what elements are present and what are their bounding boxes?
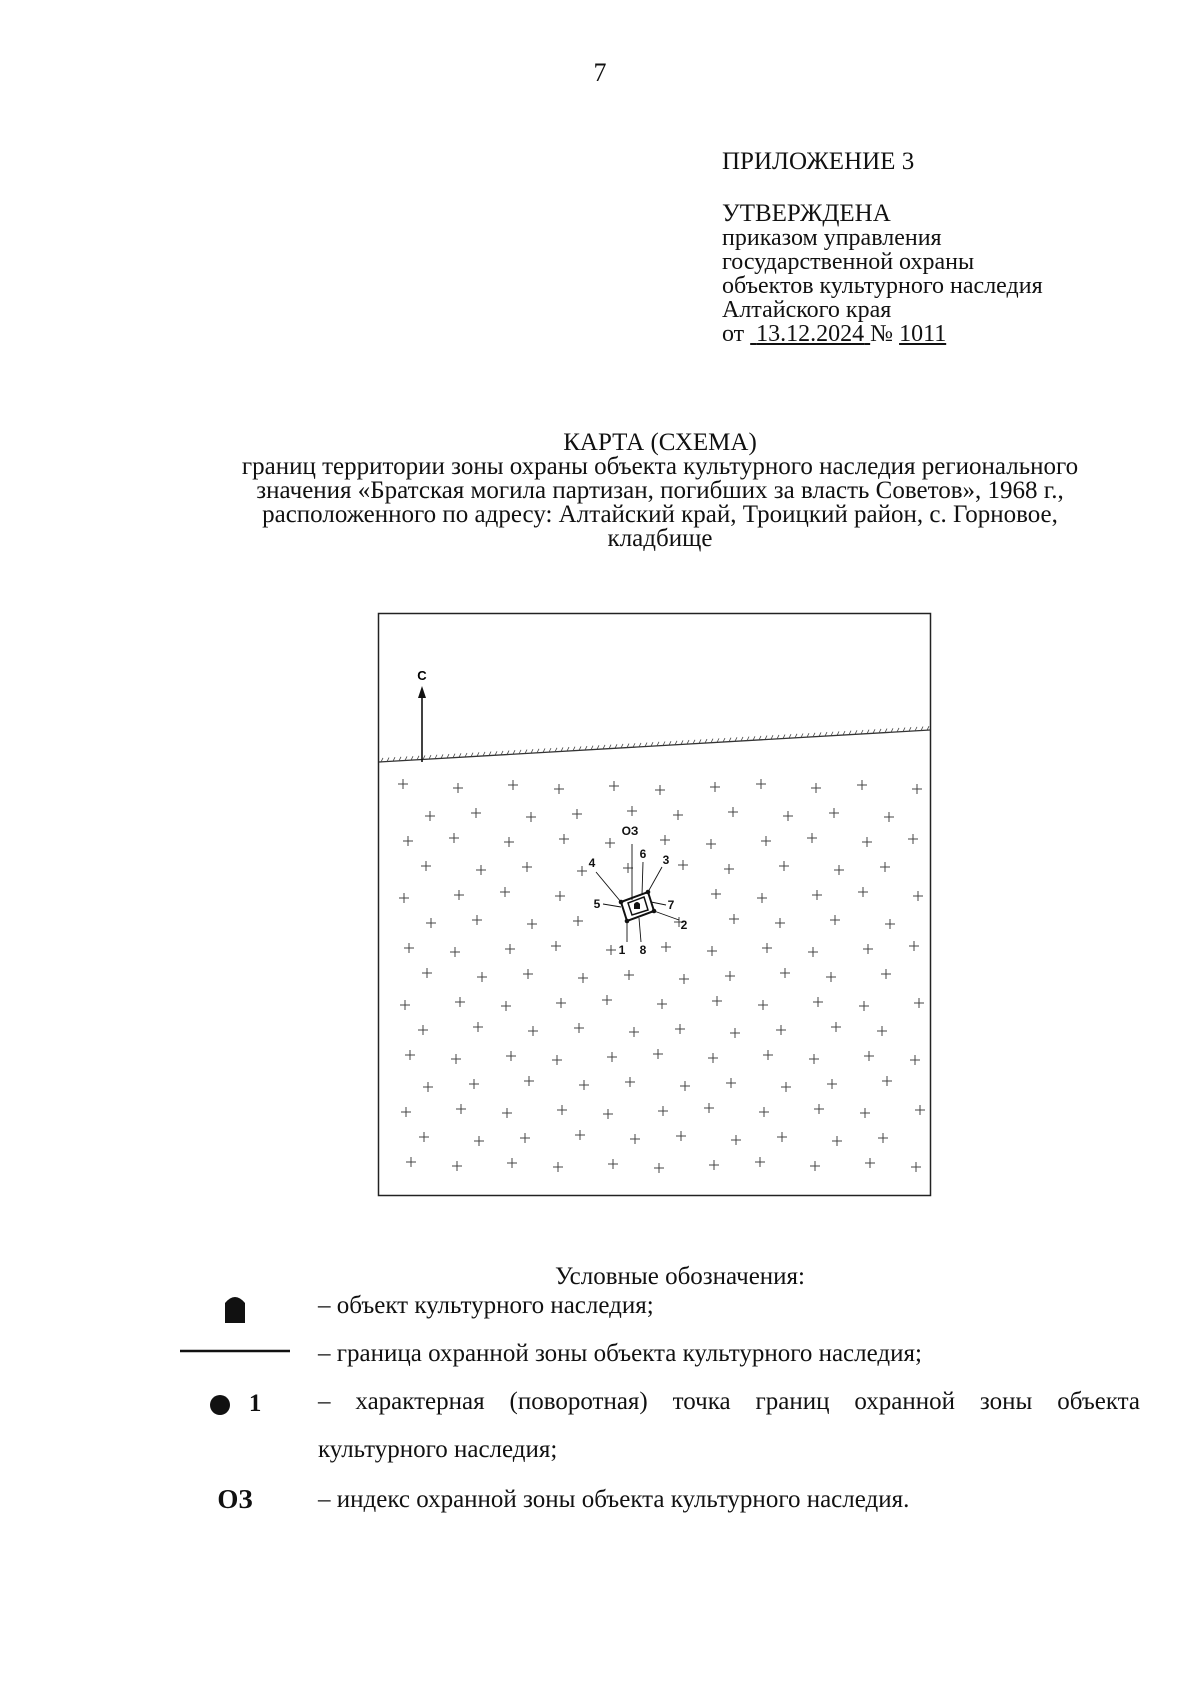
approval-date-line [722,322,1043,346]
title-heading: КАРТА (СХЕМА) [563,429,757,456]
page-number: 7 [593,58,607,87]
monument-icon [223,1294,247,1324]
point-label-6: 6 [639,847,647,861]
monument-icon [634,902,640,909]
legend-text: – характерная (поворотная) точка границ охранной зоны объекта [318,1388,1140,1415]
order-date-value: 13.12.2024 [756,321,865,347]
appendix-label: ПРИЛОЖЕНИЕ 3 [722,148,915,175]
order-date [750,321,870,347]
legend-symbol [180,1340,290,1371]
date-prefix: от [722,321,745,347]
zone-index-icon: ОЗ [217,1484,253,1514]
title-line: кладбище [607,525,713,552]
legend-text: – граница охранной зоны объекта культурного наследия; [318,1340,922,1367]
point-label-1: 1 [618,943,626,957]
title-line: границ территории зоны охраны объекта культурного наследия регионального [241,453,1079,480]
point-label-8: 8 [639,943,647,957]
point-number-sample: 1 [248,1390,262,1417]
legend-title: Условные обозначения: [554,1263,806,1290]
approval-block [722,150,1043,346]
zone-map [377,612,932,1197]
order-number: 1011 [899,321,947,347]
map-canvas [377,612,932,1197]
approval-line: государственной охраны [722,249,975,275]
approval-line: объектов культурного наследия [722,273,1043,299]
point-label-7: 7 [667,898,675,912]
legend-text: – индекс охранной зоны объекта культурного наследия. [318,1486,910,1513]
point-label-5: 5 [593,897,601,911]
legend-symbol [180,1390,290,1418]
approved-label: УТВЕРЖДЕНА [722,200,891,227]
approval-line: приказом управления [722,225,942,251]
north-label: С [417,668,427,683]
title-line: значения «Братская могила партизан, погибших за власть Советов», 1968 г., [256,477,1064,504]
boundary-line-icon [180,1340,290,1364]
point-label-4: 4 [588,856,596,870]
legend-text: культурного наследия; [318,1436,558,1463]
legend-symbol [180,1294,290,1331]
point-label-3: 3 [662,853,670,867]
point-label-2: 2 [680,918,688,932]
approval-line: Алтайского края [722,297,892,323]
zone-label: ОЗ [621,824,639,838]
title-line: расположенного по адресу: Алтайский край, Троицкий район, с. Горновое, [262,501,1058,528]
legend-text: – объект культурного наследия; [318,1292,654,1319]
document-title [170,431,1150,551]
point-dot-icon [209,1394,231,1416]
number-sign: № [870,321,894,347]
